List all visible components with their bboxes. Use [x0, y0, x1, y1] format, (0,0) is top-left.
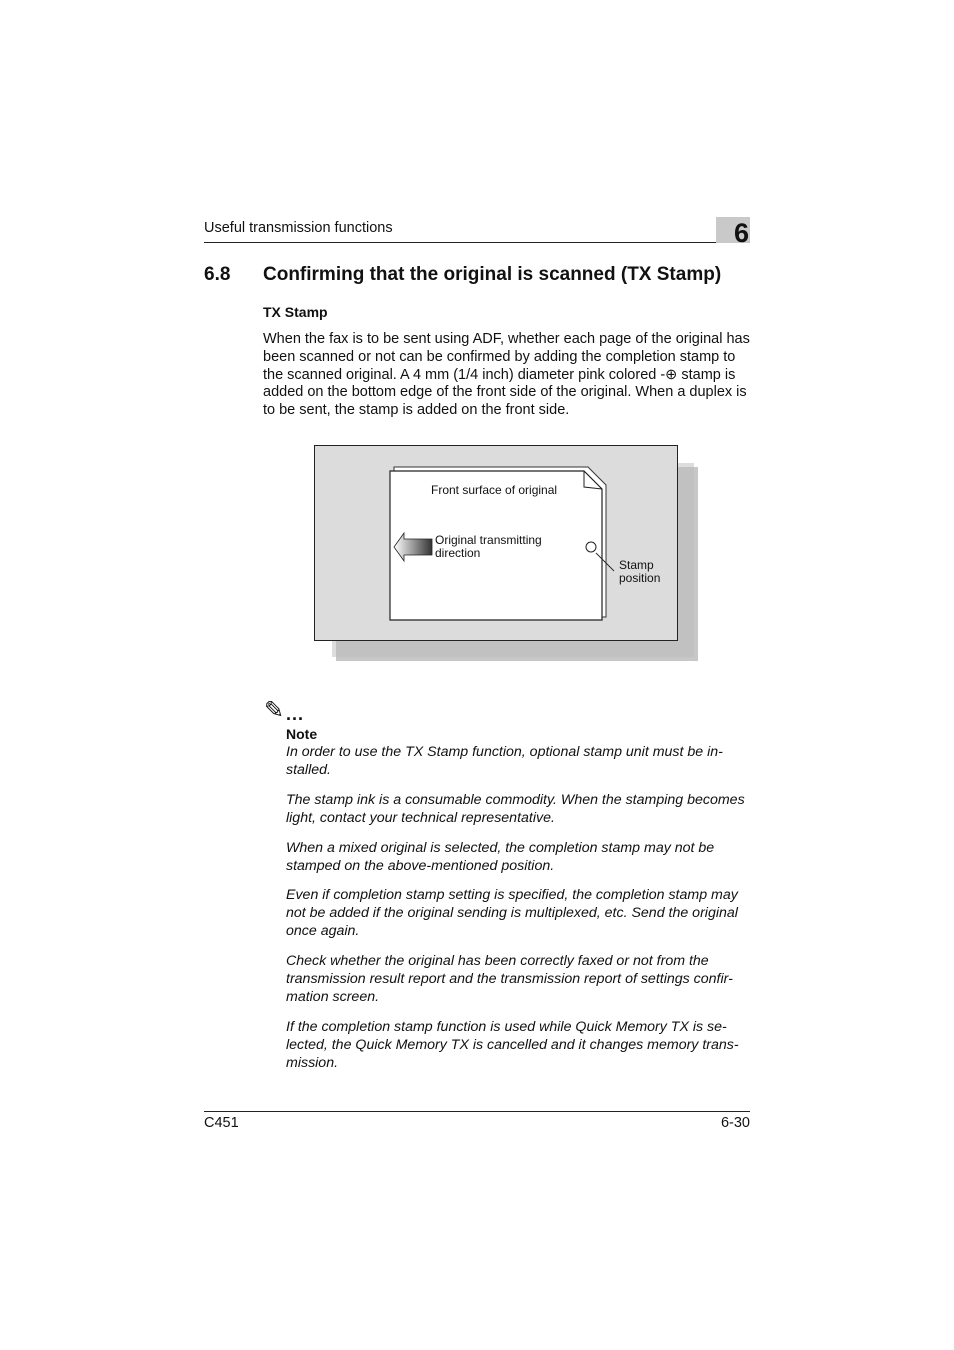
note-paragraph: Check whether the original has been correctly faxed or not from the transmission result report and the transmission report of settings confir- mation screen. [286, 953, 733, 1005]
section-number: 6.8 [204, 264, 231, 285]
section-title: Confirming that the original is scanned (TX Stamp) [263, 264, 722, 285]
body-line: added on the bottom edge of the front side of the original. When a duplex is [263, 384, 747, 401]
note-paragraph: If the completion stamp function is used while Quick Memory TX is se- lected, the Quick Memory TX is cancelled and it changes memory trans- mission. [286, 1018, 739, 1071]
footer-rule [204, 1111, 750, 1112]
front-surface-label: Front surface of original [431, 483, 558, 497]
body-line: been scanned or not can be confirmed by adding the completion stamp to [263, 348, 736, 365]
running-header: Useful transmission functions [204, 220, 393, 236]
direction-label-line2: direction [435, 546, 481, 560]
body-paragraph [263, 331, 753, 420]
stamp-label-line1: Stamp [619, 558, 654, 572]
note-dots: ... [286, 704, 305, 724]
chapter-number-badge: 6 [716, 217, 750, 243]
pencil-icon: ✎ [264, 697, 285, 724]
stamp-circle-icon [586, 542, 596, 552]
note-title: Note [286, 726, 318, 742]
note-paragraph: In order to use the TX Stamp function, optional stamp unit must be in- stalled. [286, 744, 723, 778]
header-rule [204, 242, 750, 243]
body-line: to be sent, the stamp is added on the front side. [263, 402, 570, 419]
note-body [286, 744, 756, 1085]
footer-model: C451 [204, 1115, 239, 1131]
note-paragraph: When a mixed original is selected, the completion stamp may not be stamped on the above-mentioned position. [286, 839, 715, 874]
stamp-label-line2: position [619, 571, 661, 585]
note-paragraph: The stamp ink is a consumable commodity. When the stamping becomes light, contact your technical representative. [286, 791, 745, 826]
body-line: the scanned original. A 4 mm (1/4 inch) diameter pink colored -⊕ stamp is [263, 366, 736, 383]
note-paragraph: Even if completion stamp setting is specified, the completion stamp may not be added if the original sending is multiplexed, etc. Send the original once again. [286, 887, 738, 940]
body-line: When the fax is to be sent using ADF, whether each page of the original has [263, 331, 750, 347]
direction-label-line1: Original transmitting [435, 533, 542, 547]
subheading: TX Stamp [263, 304, 328, 320]
page-number: 6-30 [720, 1115, 750, 1131]
tx-stamp-figure [314, 445, 704, 667]
